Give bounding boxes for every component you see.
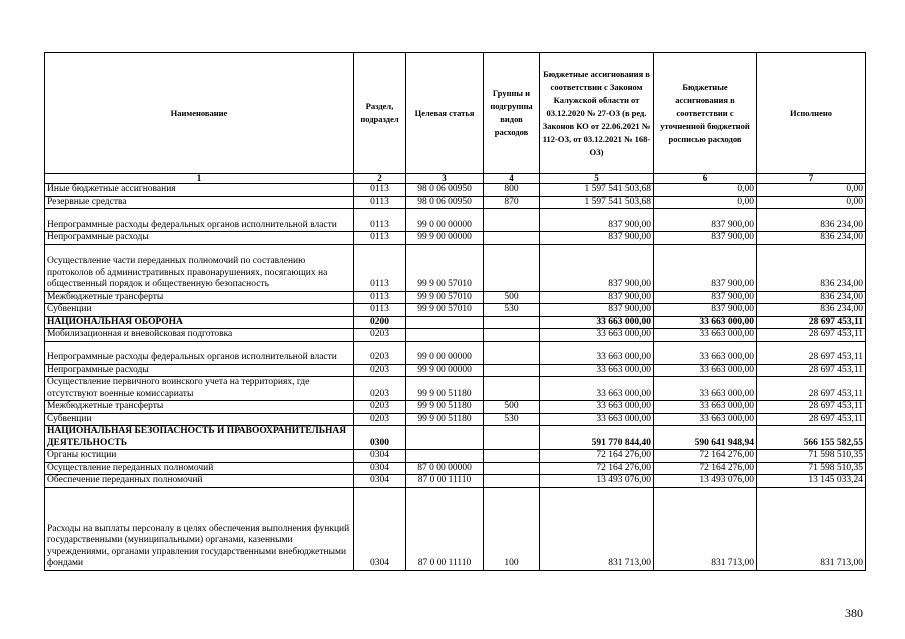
- cell-executed: 836 234,00: [757, 291, 866, 304]
- cell-target: 99 0 00 00000: [406, 209, 484, 232]
- cell-executed: 836 234,00: [757, 232, 866, 245]
- table-row: [45, 244, 866, 291]
- cell-executed: 13 145 033,24: [757, 475, 866, 488]
- cell-group: [484, 316, 540, 329]
- cell-executed: 0,00: [757, 184, 866, 197]
- table-row: [45, 316, 866, 329]
- cell-section: 0304: [354, 475, 406, 488]
- cell-name: Осуществление первичного воинского учета на территориях, где отсутствуют военные комиссариаты: [45, 377, 354, 401]
- cell-refined: 33 663 000,00: [654, 316, 757, 329]
- cell-assigned: 1 597 541 503,68: [540, 196, 654, 209]
- table-row: [45, 209, 866, 232]
- cell-executed: 0,00: [757, 196, 866, 209]
- cell-section: 0113: [354, 196, 406, 209]
- cell-section: 0113: [354, 244, 406, 291]
- column-number: 6: [654, 174, 757, 184]
- cell-target: 99 9 00 57010: [406, 304, 484, 317]
- cell-group: [484, 475, 540, 488]
- header-row: [45, 53, 866, 174]
- cell-assigned: 33 663 000,00: [540, 401, 654, 414]
- cell-section: 0113: [354, 291, 406, 304]
- cell-name: НАЦИОНАЛЬНАЯ БЕЗОПАСНОСТЬ И ПРАВООХРАНИТЕЛЬНАЯ ДЕЯТЕЛЬНОСТЬ: [45, 426, 354, 450]
- cell-refined: 837 900,00: [654, 304, 757, 317]
- cell-group: [484, 209, 540, 232]
- table-row: [45, 413, 866, 426]
- cell-refined: 33 663 000,00: [654, 364, 757, 377]
- cell-section: 0203: [354, 364, 406, 377]
- cell-executed: 28 697 453,11: [757, 316, 866, 329]
- cell-group: 800: [484, 184, 540, 197]
- cell-name: Мобилизационная и вневойсковая подготовка: [45, 329, 354, 342]
- cell-target: 99 9 00 51180: [406, 413, 484, 426]
- cell-target: 87 0 00 00000: [406, 462, 484, 475]
- cell-refined: 33 663 000,00: [654, 413, 757, 426]
- cell-refined: 72 164 276,00: [654, 450, 757, 463]
- cell-group: [484, 462, 540, 475]
- cell-group: [484, 450, 540, 463]
- cell-section: 0203: [354, 413, 406, 426]
- cell-name: Непрограммные расходы федеральных органов исполнительной власти: [45, 341, 354, 364]
- cell-assigned: 837 900,00: [540, 244, 654, 291]
- cell-target: 98 0 06 00950: [406, 196, 484, 209]
- cell-section: 0113: [354, 304, 406, 317]
- cell-name: Субвенции: [45, 413, 354, 426]
- table-row: [45, 426, 866, 450]
- cell-executed: 836 234,00: [757, 304, 866, 317]
- column-number: 5: [540, 174, 654, 184]
- cell-name: Обеспечение переданных полномочий: [45, 475, 354, 488]
- cell-assigned: 591 770 844,40: [540, 426, 654, 450]
- cell-target: 87 0 00 11110: [406, 487, 484, 570]
- column-number: 1: [45, 174, 354, 184]
- cell-group: [484, 244, 540, 291]
- cell-target: 99 0 00 00000: [406, 341, 484, 364]
- table-row: [45, 364, 866, 377]
- table-body: [45, 184, 866, 571]
- header-col5: Бюджетные ассигнования в соответствии с Законом Калужской области от 03.12.2020 № 27-ОЗ (в ред. Законов КО от 22.06.2021 № 112-ОЗ, от 03.12.2021 № 168-ОЗ): [540, 53, 654, 174]
- cell-group: 870: [484, 196, 540, 209]
- cell-refined: 33 663 000,00: [654, 329, 757, 342]
- cell-group: 500: [484, 291, 540, 304]
- table-row: [45, 401, 866, 414]
- cell-group: 100: [484, 487, 540, 570]
- cell-name: Иные бюджетные ассигнования: [45, 184, 354, 197]
- cell-name: НАЦИОНАЛЬНАЯ ОБОРОНА: [45, 316, 354, 329]
- cell-section: 0203: [354, 329, 406, 342]
- cell-section: 0113: [354, 232, 406, 245]
- table-row: [45, 232, 866, 245]
- cell-name: Резервные средства: [45, 196, 354, 209]
- cell-section: 0304: [354, 450, 406, 463]
- cell-section: 0113: [354, 209, 406, 232]
- cell-assigned: 33 663 000,00: [540, 341, 654, 364]
- cell-name: Непрограммные расходы: [45, 232, 354, 245]
- cell-name: Межбюджетные трансферты: [45, 401, 354, 414]
- table-row: [45, 184, 866, 197]
- cell-refined: 590 641 948,94: [654, 426, 757, 450]
- header-col6: Бюджетные ассигнования в соответствии с уточненной бюджетной росписью расходов: [654, 53, 757, 174]
- cell-group: [484, 364, 540, 377]
- cell-refined: 13 493 076,00: [654, 475, 757, 488]
- cell-section: 0203: [354, 377, 406, 401]
- cell-group: [484, 377, 540, 401]
- cell-assigned: 33 663 000,00: [540, 316, 654, 329]
- cell-target: [406, 329, 484, 342]
- cell-executed: 836 234,00: [757, 209, 866, 232]
- cell-group: [484, 341, 540, 364]
- cell-assigned: 33 663 000,00: [540, 413, 654, 426]
- cell-executed: 28 697 453,11: [757, 364, 866, 377]
- cell-group: [484, 329, 540, 342]
- cell-assigned: 33 663 000,00: [540, 364, 654, 377]
- cell-refined: 831 713,00: [654, 487, 757, 570]
- table-row: [45, 450, 866, 463]
- cell-name: Субвенции: [45, 304, 354, 317]
- cell-executed: 71 598 510,35: [757, 462, 866, 475]
- cell-section: 0304: [354, 487, 406, 570]
- cell-target: 98 0 06 00950: [406, 184, 484, 197]
- table-row: [45, 341, 866, 364]
- cell-refined: 837 900,00: [654, 232, 757, 245]
- cell-target: 99 9 00 57010: [406, 291, 484, 304]
- cell-section: 0203: [354, 401, 406, 414]
- cell-refined: 837 900,00: [654, 209, 757, 232]
- cell-target: 99 9 00 00000: [406, 364, 484, 377]
- cell-section: 0113: [354, 184, 406, 197]
- cell-assigned: 837 900,00: [540, 304, 654, 317]
- cell-refined: 33 663 000,00: [654, 401, 757, 414]
- cell-executed: 28 697 453,11: [757, 413, 866, 426]
- table-row: [45, 377, 866, 401]
- cell-name: Осуществление переданных полномочий: [45, 462, 354, 475]
- cell-refined: 33 663 000,00: [654, 341, 757, 364]
- table-row: [45, 196, 866, 209]
- cell-group: [484, 232, 540, 245]
- cell-section: 0203: [354, 341, 406, 364]
- cell-refined: 0,00: [654, 184, 757, 197]
- table-row: [45, 304, 866, 317]
- header-col7: Исполнено: [757, 53, 866, 174]
- cell-target: 99 9 00 00000: [406, 232, 484, 245]
- column-number: 3: [406, 174, 484, 184]
- cell-group: 530: [484, 413, 540, 426]
- cell-executed: 831 713,00: [757, 487, 866, 570]
- column-number: 2: [354, 174, 406, 184]
- cell-executed: 28 697 453,11: [757, 377, 866, 401]
- cell-executed: 836 234,00: [757, 244, 866, 291]
- cell-refined: 837 900,00: [654, 244, 757, 291]
- budget-table: [44, 52, 866, 571]
- table-row: [45, 487, 866, 570]
- table-row: [45, 329, 866, 342]
- header-group: Группы и подгруппы видов расходов: [484, 53, 540, 174]
- cell-name: Непрограммные расходы: [45, 364, 354, 377]
- cell-assigned: 72 164 276,00: [540, 462, 654, 475]
- cell-group: [484, 426, 540, 450]
- cell-executed: 28 697 453,11: [757, 401, 866, 414]
- table-row: [45, 475, 866, 488]
- cell-target: 99 9 00 57010: [406, 244, 484, 291]
- cell-name: Непрограммные расходы федеральных органов исполнительной власти: [45, 209, 354, 232]
- header-target: Целевая статья: [406, 53, 484, 174]
- cell-assigned: 837 900,00: [540, 232, 654, 245]
- header-section: Раздел, подраздел: [354, 53, 406, 174]
- cell-target: 99 9 00 51180: [406, 401, 484, 414]
- cell-assigned: 837 900,00: [540, 209, 654, 232]
- cell-executed: 566 155 582,55: [757, 426, 866, 450]
- cell-assigned: 72 164 276,00: [540, 450, 654, 463]
- cell-name: Осуществление части переданных полномочий по составлению протоколов об административных правонарушениях, посягающих на общественный порядок и общественную безопасность: [45, 244, 354, 291]
- cell-target: [406, 426, 484, 450]
- page-number: 380: [845, 606, 863, 620]
- cell-section: 0300: [354, 426, 406, 450]
- cell-assigned: 33 663 000,00: [540, 377, 654, 401]
- cell-name: Межбюджетные трансферты: [45, 291, 354, 304]
- cell-executed: 28 697 453,11: [757, 341, 866, 364]
- cell-refined: 0,00: [654, 196, 757, 209]
- cell-target: 87 0 00 11110: [406, 475, 484, 488]
- cell-assigned: 837 900,00: [540, 291, 654, 304]
- header-name: Наименование: [45, 53, 354, 174]
- cell-name: Расходы на выплаты персоналу в целях обеспечения выполнения функций государственными (муниципальными) органами, казенными учреждениями, органами управления государственными внебюджетными фондами: [45, 487, 354, 570]
- column-number: 7: [757, 174, 866, 184]
- cell-assigned: 33 663 000,00: [540, 329, 654, 342]
- cell-refined: 837 900,00: [654, 291, 757, 304]
- cell-name: Органы юстиции: [45, 450, 354, 463]
- table-row: [45, 291, 866, 304]
- cell-target: [406, 316, 484, 329]
- cell-assigned: 1 597 541 503,68: [540, 184, 654, 197]
- cell-executed: 71 598 510,35: [757, 450, 866, 463]
- column-number-row: [45, 174, 866, 184]
- cell-assigned: 831 713,00: [540, 487, 654, 570]
- cell-target: 99 9 00 51180: [406, 377, 484, 401]
- cell-section: 0200: [354, 316, 406, 329]
- cell-assigned: 13 493 076,00: [540, 475, 654, 488]
- cell-refined: 33 663 000,00: [654, 377, 757, 401]
- cell-refined: 72 164 276,00: [654, 462, 757, 475]
- column-number: 4: [484, 174, 540, 184]
- cell-section: 0304: [354, 462, 406, 475]
- cell-executed: 28 697 453,11: [757, 329, 866, 342]
- cell-group: 530: [484, 304, 540, 317]
- cell-group: 500: [484, 401, 540, 414]
- table-row: [45, 462, 866, 475]
- cell-target: [406, 450, 484, 463]
